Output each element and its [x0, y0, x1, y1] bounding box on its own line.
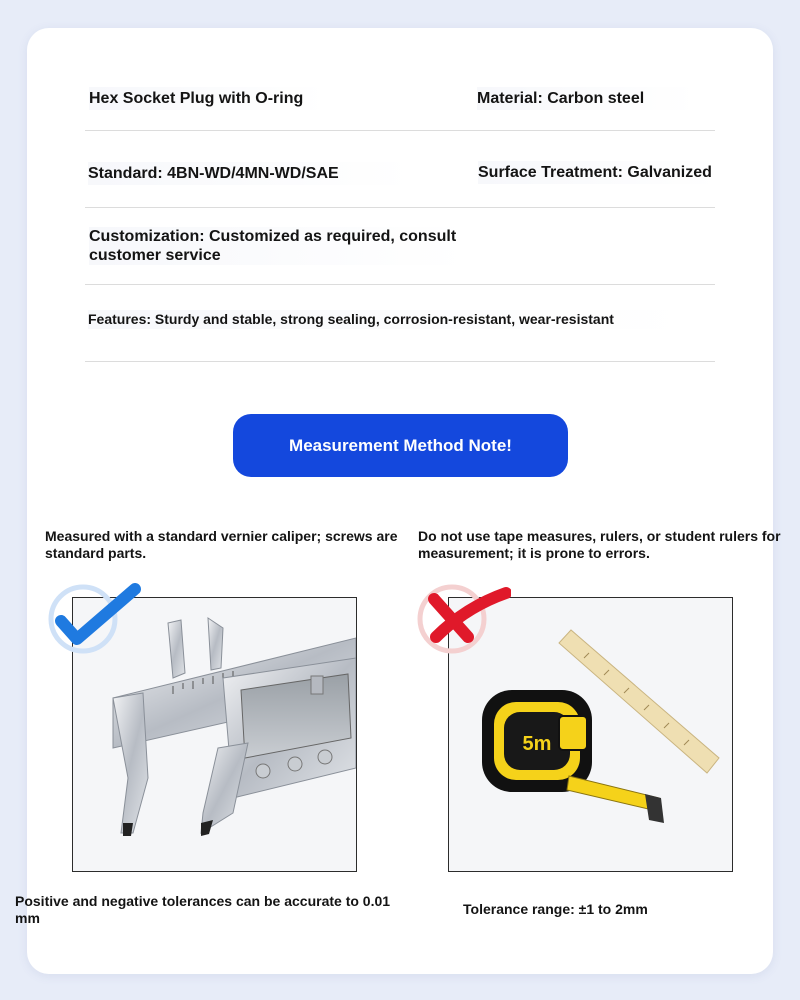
wrong-method-tolerance: Tolerance range: ±1 to 2mm — [463, 901, 648, 917]
divider — [85, 130, 715, 131]
surface-treatment-spec: Surface Treatment: Galvanized — [478, 161, 718, 184]
wrong-method-description: Do not use tape measures, rulers, or student rulers for measurement; it is prone to errors. — [418, 528, 781, 561]
measurement-method-button[interactable] — [233, 414, 568, 477]
divider — [85, 284, 715, 285]
correct-method-tolerance: Positive and negative tolerances can be accurate to 0.01 mm — [15, 893, 391, 926]
divider — [85, 207, 715, 208]
standard-spec: Standard: 4BN-WD/4MN-WD/SAE — [88, 162, 413, 185]
correct-method-description: Measured with a standard vernier caliper; screws are standard parts. — [45, 528, 398, 561]
checkmark-icon — [47, 583, 142, 660]
divider — [85, 361, 715, 362]
tape-size-label: 5m — [522, 733, 552, 755]
features-spec: Features: Sturdy and stable, strong sealing, corrosion-resistant, wear-resistant — [88, 310, 688, 329]
measurement-method-label: Measurement Method Note! — [289, 435, 512, 455]
product-name: Hex Socket Plug with O-ring — [89, 87, 327, 110]
material-spec: Material: Carbon steel — [477, 87, 697, 110]
customization-spec: Customization: Customized as required, consult customer service — [89, 227, 469, 265]
cross-icon — [416, 583, 511, 660]
